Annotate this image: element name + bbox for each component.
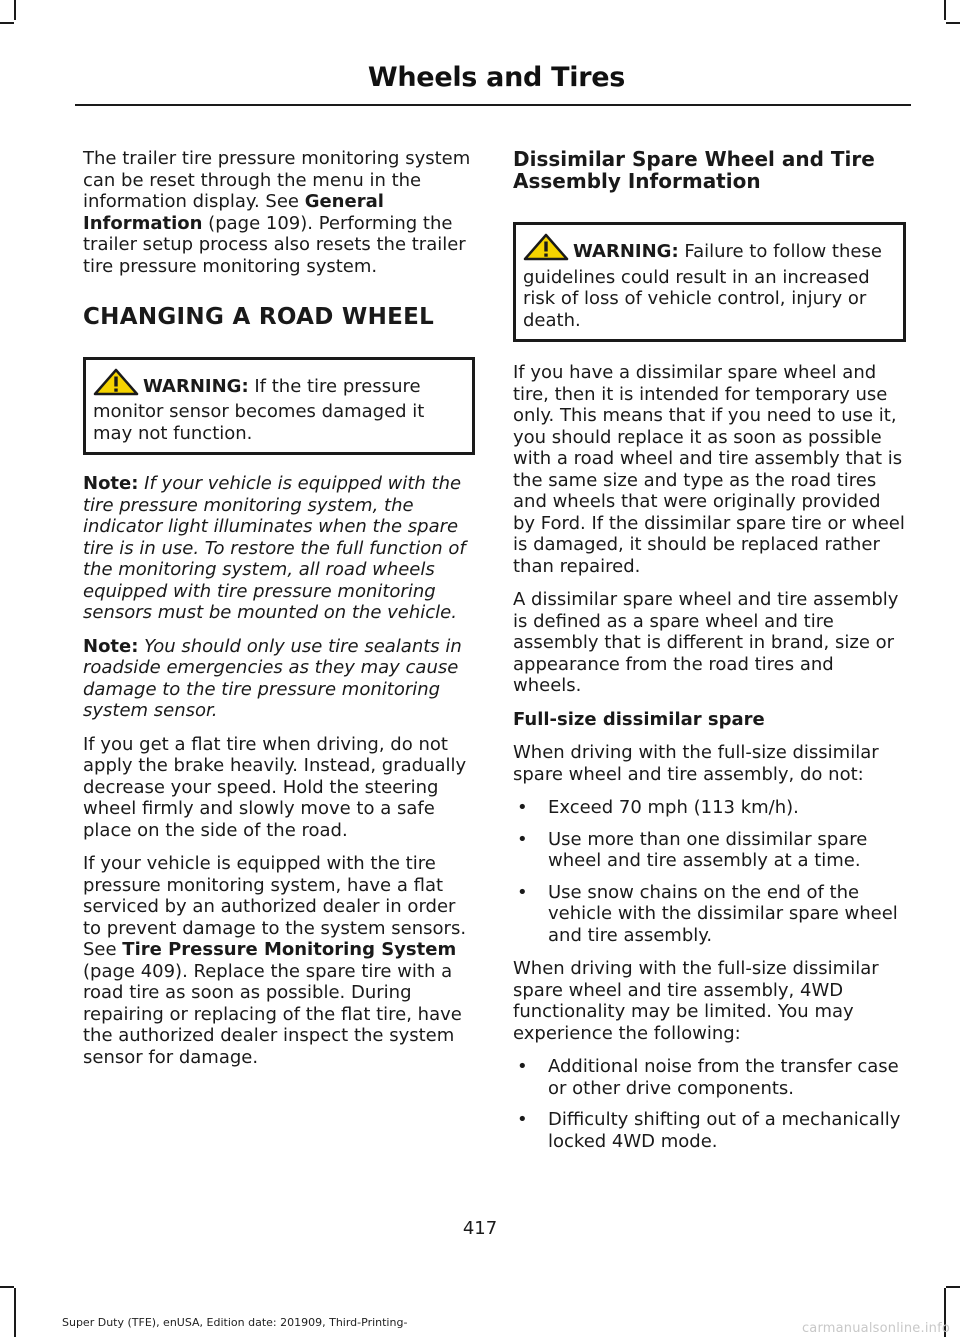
intro-paragraph: The trailer tire pressure monitoring system can be reset through the menu in the information display. See General Information (page 109). Performing the trailer setup process also resets the trailer tire pressure monitoring system. xyxy=(83,148,471,277)
warning-text: If the tire pressure monitor sensor becomes damaged it may not function. xyxy=(93,375,425,444)
crop-mark xyxy=(14,1288,16,1337)
warning-box xyxy=(513,222,906,342)
left-column xyxy=(83,148,475,1080)
warning-text: Failure to follow these guidelines could result in an increased risk of loss of vehicle control, injury or death. xyxy=(523,241,882,331)
list-item: • Use snow chains on the end of the vehicle with the dissimilar spare wheel and tire assembly. xyxy=(517,881,898,946)
tpms-paragraph: If your vehicle is equipped with the tire pressure monitoring system, have a flat serviced by an authorized dealer in order to prevent damage to the system sensors. See Tire Pressure Monitoring System (page 409). Replace the spare tire with a road tire as soon as possible. During repairing or replacing of the flat tire, have the authorized dealer inspect the system sensor for damage. xyxy=(83,853,467,1068)
list-item: • Difficulty shifting out of a mechanically locked 4WD mode. xyxy=(517,1109,901,1152)
warning-box xyxy=(83,357,475,456)
crop-mark xyxy=(14,0,16,20)
crop-mark xyxy=(944,0,946,20)
page-number: 417 xyxy=(462,1218,498,1239)
edition-footer: Super Duty (TFE), enUSA, Edition date: 201909, Third-Printing- xyxy=(62,1316,408,1329)
list-item: • Exceed 70 mph (113 km/h). xyxy=(517,797,799,818)
tpms-link[interactable]: Tire Pressure Monitoring System xyxy=(122,939,457,960)
dissimilar-definition-paragraph: A dissimilar spare wheel and tire assembly is defined as a spare wheel and tire assembly that is different in brand, size or appearance from the road tires and wheels. xyxy=(513,589,899,696)
watermark: carmanualsonline.info xyxy=(801,1321,950,1336)
warning-triangle-icon xyxy=(93,368,139,402)
list-item: • Use more than one dissimilar spare wheel and tire assembly at a time. xyxy=(517,828,868,871)
note-paragraph: Note: If your vehicle is equipped with the tire pressure monitoring system, the indicator light illuminates when the spare tire is in use. To restore the full function of the monitoring system, all road wheels equipped with tire pressure monitoring sensors must be mounted on the vehicle. xyxy=(83,473,466,623)
section-title-changing-road-wheel: CHANGING A ROAD WHEEL xyxy=(83,304,435,330)
warning-label: WARNING: xyxy=(143,375,249,397)
do-not-paragraph: When driving with the full-size dissimilar spare wheel and tire assembly, do not: xyxy=(513,742,879,785)
note-paragraph: Note: You should only use tire sealants in roadside emergencies as they may cause damage to the tire pressure monitoring system sensor. xyxy=(83,635,462,721)
page-title: Wheels and Tires xyxy=(367,62,625,93)
experience-list xyxy=(513,1056,906,1152)
general-information-link[interactable]: General Information xyxy=(83,191,384,234)
4wd-paragraph: When driving with the full-size dissimilar spare wheel and tire assembly, 4WD functionality may be limited. You may experience the following: xyxy=(513,958,879,1044)
do-not-list xyxy=(513,797,906,946)
warning-label: WARNING: xyxy=(573,241,679,262)
crop-mark xyxy=(946,22,960,24)
flat-tire-paragraph: If you get a flat tire when driving, do not apply the brake heavily. Instead, gradually decrease your speed. Hold the steering wheel firmly and slowly move to a safe place on the side of the road. xyxy=(83,733,467,841)
right-column xyxy=(513,148,906,1164)
crop-mark xyxy=(0,1286,14,1288)
warning-triangle-icon xyxy=(523,233,569,267)
dissimilar-intro-paragraph: If you have a dissimilar spare wheel and tire, then it is intended for temporary use only. This means that if you need to use it, you should replace it as soon as possible with a road wheel and tire assembly that is the same size and type as the road tires and wheels that were originally provided by Ford. If the dissimilar spare tire or wheel is damaged, it should be replaced rather than repaired. xyxy=(513,362,905,577)
list-item: • Additional noise from the transfer case or other drive components. xyxy=(517,1056,899,1099)
crop-mark xyxy=(0,22,14,24)
full-size-dissimilar-heading: Full-size dissimilar spare xyxy=(513,708,765,730)
section-title-dissimilar-spare: Dissimilar Spare Wheel and Tire Assembly Information xyxy=(513,147,875,193)
header-divider xyxy=(75,104,911,106)
crop-mark xyxy=(946,1286,960,1288)
